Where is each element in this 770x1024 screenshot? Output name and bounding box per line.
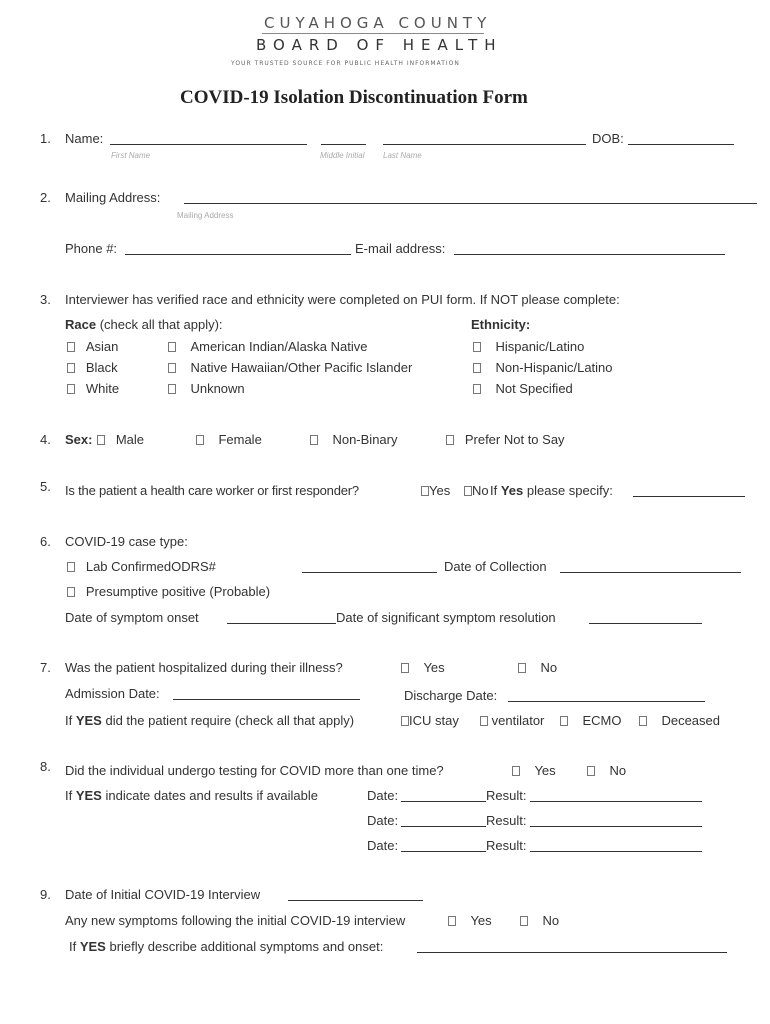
race-heading [65,317,223,332]
header-line1: CUYAHOGA COUNTY [264,14,492,32]
initial-interview-date-field[interactable] [288,900,423,901]
checkbox[interactable] [446,435,454,445]
sex-non-binary[interactable] [310,432,397,447]
race-label: Race [65,317,97,332]
option-label: No [542,913,560,928]
q5-specify-field[interactable] [633,496,745,497]
option-label: Black [85,360,118,375]
first-name-caption: First Name [111,151,151,160]
q5-yes[interactable] [421,483,450,498]
checkbox[interactable] [639,716,647,726]
q5-text: Is the patient a health care worker or first responder? [65,483,359,498]
header-divider [262,33,484,34]
checkbox[interactable] [587,766,595,776]
email-label: E-mail address: [355,241,446,256]
q8-text: Did the individual undergo testing for COVID more than one time? [65,763,444,778]
checkbox[interactable] [520,916,528,926]
test3-date-field[interactable] [401,851,486,852]
q9-number: 9. [40,887,51,902]
test2-result-field[interactable] [530,826,702,827]
test1-date-label: Date: [367,788,399,803]
q5-specify: If Yes please specify: [490,483,613,498]
phone-field[interactable] [125,254,351,255]
option-label: Prefer Not to Say [464,432,565,447]
test2-date-field[interactable] [401,826,486,827]
q7-no[interactable] [518,660,557,675]
q1-number: 1. [40,131,51,146]
checkbox[interactable] [473,342,481,352]
ventilator[interactable] [480,713,544,728]
option-label: Lab Confirmed [85,559,172,574]
checkbox[interactable] [97,435,105,445]
option-label: Hispanic/Latino [495,339,585,354]
test2-date-label: Date: [367,813,399,828]
icu-stay[interactable] [401,713,459,728]
admission-date-field[interactable] [173,699,360,700]
resolution-label: Date of significant symptom resolution [336,610,556,625]
q6-label: COVID-19 case type: [65,534,188,549]
option-label: ECMO [582,713,622,728]
race-native-hawaiian[interactable] [168,360,412,375]
q4-number: 4. [40,432,51,447]
q2-number: 2. [40,190,51,205]
test3-date-label: Date: [367,838,399,853]
q5-number: 5. [40,479,51,494]
discharge-label: Discharge Date: [404,688,498,703]
presumptive-positive[interactable] [67,584,270,599]
describe-text: If YES briefly describe additional symptoms and onset: [69,939,384,954]
option-label: Yes [534,763,556,778]
ethnicity-label: Ethnicity: [471,317,531,332]
race-note: (check all that apply): [96,317,223,332]
header-tagline: YOUR TRUSTED SOURCE FOR PUBLIC HEALTH INFORMATION [231,60,460,67]
onset-date-field[interactable] [227,623,336,624]
option-label: Asian [85,339,119,354]
q7-text: Was the patient hospitalized during their illness? [65,660,343,675]
option-label: Female [218,432,262,447]
test1-result-field[interactable] [530,801,702,802]
q3-number: 3. [40,292,51,307]
test3-result-label: Result: [486,838,527,853]
test1-date-field[interactable] [401,801,486,802]
sex-female[interactable] [196,432,262,447]
q5-no[interactable] [464,483,489,498]
option-label: No [540,660,558,675]
checkbox[interactable] [168,384,176,394]
checkbox[interactable] [67,587,75,597]
q9-no[interactable] [520,913,559,928]
checkbox[interactable] [421,486,429,496]
checkbox[interactable] [67,384,75,394]
option-label: Yes [429,483,451,498]
race-american-indian[interactable] [168,339,367,354]
option-label: Native Hawaiian/Other Pacific Islander [190,360,413,375]
checkbox[interactable] [512,766,520,776]
option-label: Deceased [661,713,720,728]
header-line2: BOARD OF HEALTH [256,36,503,54]
ethnicity-non-hispanic[interactable] [473,360,613,375]
deceased[interactable] [639,713,720,728]
resolution-date-field[interactable] [589,623,702,624]
test3-result-field[interactable] [530,851,702,852]
dob-field[interactable] [628,144,734,145]
checkbox[interactable] [473,384,481,394]
middle-initial-caption: Middle Initial [320,151,365,160]
checkbox[interactable] [560,716,568,726]
checkbox[interactable] [448,916,456,926]
checkbox[interactable] [480,716,488,726]
checkbox[interactable] [518,663,526,673]
odrs-label: ODRS# [171,559,216,574]
race-asian[interactable] [67,339,118,354]
last-name-field[interactable] [383,144,586,145]
checkbox[interactable] [310,435,318,445]
race-black[interactable] [67,360,118,375]
collection-label: Date of Collection [444,559,547,574]
checkbox[interactable] [464,486,472,496]
last-name-caption: Last Name [383,151,422,160]
admission-label: Admission Date: [65,686,160,701]
q7-require-text: If YES did the patient require (check all that apply) [65,713,355,728]
q8-no[interactable] [587,763,626,778]
mailing-address-caption: Mailing Address [177,211,234,220]
checkbox[interactable] [67,562,75,572]
form-title: COVID-19 Isolation Discontinuation Form [180,87,528,108]
option-label: ventilator [491,713,545,728]
option-label: Presumptive positive (Probable) [85,584,271,599]
checkbox[interactable] [168,342,176,352]
q8-yes[interactable] [512,763,556,778]
race-white[interactable] [67,381,119,396]
option-label: Male [115,432,145,447]
new-symptoms-text: Any new symptoms following the initial COVID-19 interview [65,913,406,928]
checkbox[interactable] [196,435,204,445]
test2-result-label: Result: [486,813,527,828]
q9-yes[interactable] [448,913,492,928]
lab-confirmed[interactable] [67,559,216,574]
q9-text: Date of Initial COVID-19 Interview [65,887,261,902]
sex-male[interactable] [97,432,144,447]
checkbox[interactable] [168,363,176,373]
option-label: Yes [470,913,492,928]
sex-label: Sex: [65,432,93,447]
odrs-field[interactable] [302,572,437,573]
q8-indicate-text: If YES indicate dates and results if available [65,788,318,803]
option-label: Non-Binary [332,432,398,447]
option-label: Unknown [190,381,245,396]
ecmo[interactable] [560,713,621,728]
option-label: ICU stay [409,713,459,728]
q7-yes[interactable] [401,660,445,675]
test1-result-label: Result: [486,788,527,803]
q3-text: Interviewer has verified race and ethnicity were completed on PUI form. If NOT please complete: [65,292,620,307]
checkbox[interactable] [401,663,409,673]
checkbox[interactable] [67,342,75,352]
option-label: White [85,381,120,396]
q2-label: Mailing Address: [65,190,161,205]
collection-date-field[interactable] [560,572,741,573]
mailing-address-field[interactable] [184,203,757,204]
option-label: No [472,483,489,498]
dob-label: DOB: [592,131,624,146]
sex-prefer-not[interactable] [446,432,565,447]
middle-initial-field[interactable] [321,144,366,145]
onset-label: Date of symptom onset [65,610,199,625]
checkbox[interactable] [67,363,75,373]
option-label: American Indian/Alaska Native [190,339,368,354]
checkbox[interactable] [401,716,409,726]
q1-label: Name: [65,131,104,146]
option-label: Non-Hispanic/Latino [495,360,613,375]
ethnicity-not-specified[interactable] [473,381,573,396]
describe-field[interactable] [417,952,727,953]
discharge-date-field[interactable] [508,701,705,702]
email-field[interactable] [454,254,725,255]
first-name-field[interactable] [110,144,307,145]
checkbox[interactable] [473,363,481,373]
option-label: No [609,763,627,778]
q8-number: 8. [40,759,51,774]
q6-number: 6. [40,534,51,549]
race-unknown[interactable] [168,381,245,396]
q7-number: 7. [40,660,51,675]
phone-label: Phone #: [65,241,118,256]
option-label: Not Specified [495,381,573,396]
ethnicity-hispanic[interactable] [473,339,584,354]
option-label: Yes [423,660,445,675]
